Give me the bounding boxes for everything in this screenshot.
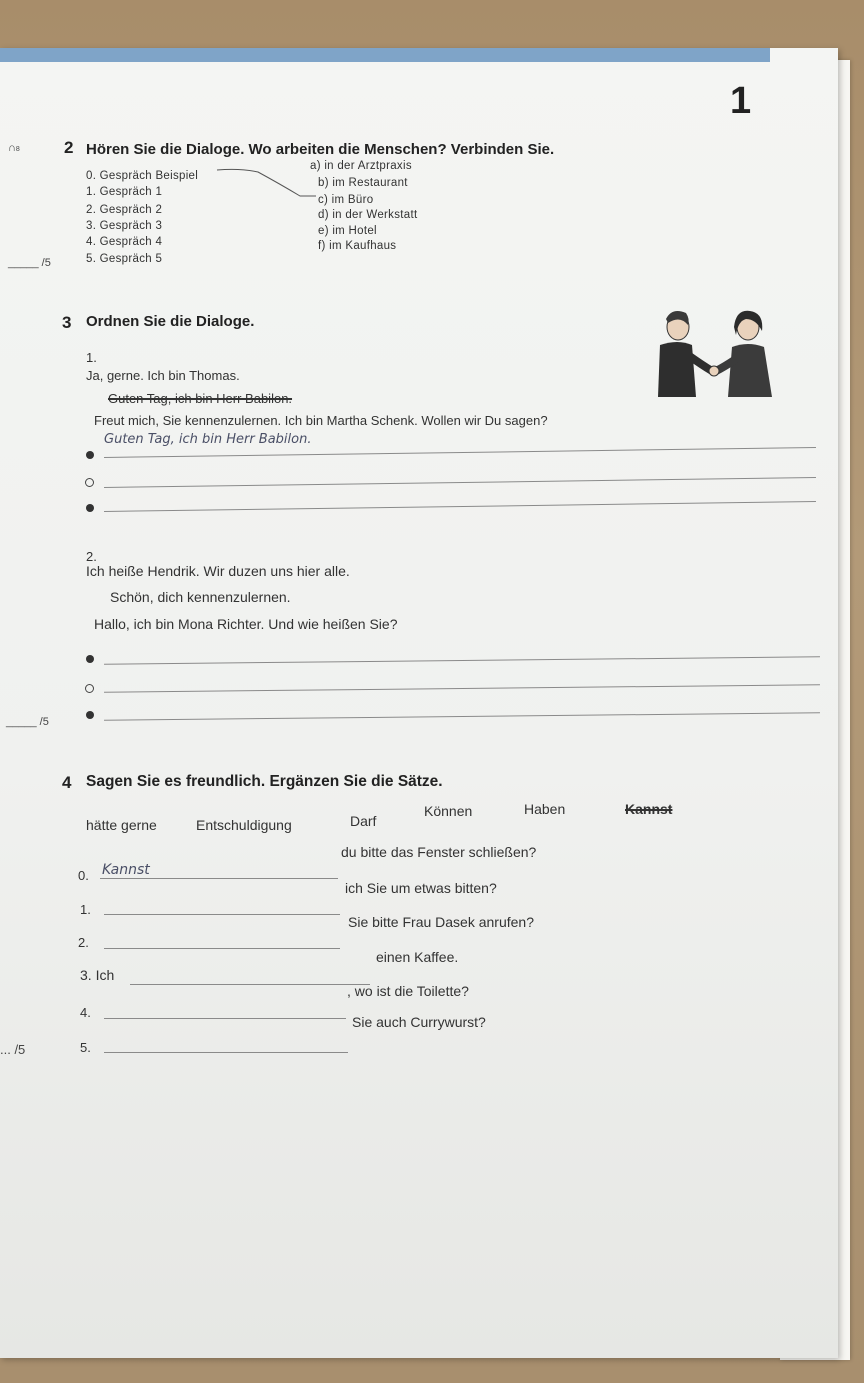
- word-bank-item-koennen: Können: [424, 803, 473, 819]
- ex4-row-1-number: 1.: [80, 902, 91, 917]
- ex2-right-item-e: e) im Hotel: [318, 225, 377, 237]
- exercise-3-title: Ordnen Sie die Dialoge.: [86, 313, 255, 330]
- word-bank-item-darf: Darf: [350, 813, 377, 829]
- word-bank-item-entschuldigung: Entschuldigung: [196, 817, 292, 833]
- ex3-d2-bullet-filled-2: [86, 711, 94, 719]
- ex3-d1-bullet-open: [85, 478, 94, 487]
- handshake-illustration: [650, 305, 785, 405]
- ex2-left-item-0: 0. Gespräch Beispiel: [86, 170, 199, 182]
- word-bank-item-haben: Haben: [524, 801, 566, 817]
- page-number: 1: [730, 80, 752, 122]
- ex3-dialog-1-line-0: Ja, gerne. Ich bin Thomas.: [86, 368, 240, 383]
- ex2-left-item-3: 3. Gespräch 3: [86, 220, 163, 232]
- ex3-dialog-2-line-2: Hallo, ich bin Mona Richter. Und wie heißen Sie?: [94, 616, 398, 632]
- ex2-left-item-2: 2. Gespräch 2: [86, 204, 163, 216]
- ex4-row-1-blank[interactable]: [104, 914, 340, 915]
- ex3-d2-bullet-open: [85, 684, 94, 693]
- ex3-dialog-2-label: 2.: [86, 549, 97, 564]
- ex2-right-item-f: f) im Kaufhaus: [318, 240, 397, 252]
- exercise-2-title: Hören Sie die Dialoge. Wo arbeiten die Menschen? Verbinden Sie.: [86, 141, 555, 158]
- ex2-left-item-1: 1. Gespräch 1: [86, 186, 163, 198]
- audio-track-number: 8: [15, 146, 20, 153]
- ex3-dialog-1-line-2: Freut mich, Sie kennenzulernen. Ich bin Martha Schenk. Wollen wir Du sagen?: [94, 413, 548, 428]
- ex4-row-2-text: Sie bitte Frau Dasek anrufen?: [348, 914, 534, 930]
- headphones-icon: ∩8: [8, 142, 20, 154]
- ex2-right-item-c: c) im Büro: [318, 194, 374, 206]
- exercise-4-title: Sagen Sie es freundlich. Ergänzen Sie die Sätze.: [86, 773, 443, 790]
- exercise-2-number: 2: [64, 138, 74, 157]
- ex3-dialog-2-line-0: Ich heiße Hendrik. Wir duzen uns hier alle.: [86, 563, 350, 579]
- ex3-d1-answer-handwritten[interactable]: Guten Tag, ich bin Herr Babilon.: [104, 432, 312, 447]
- ex4-row-3-number: 3. Ich: [80, 967, 115, 983]
- ex2-right-item-a: a) in der Arztpraxis: [310, 160, 412, 172]
- ex4-row-1-text: ich Sie um etwas bitten?: [345, 880, 497, 896]
- ex4-row-4-text: , wo ist die Toilette?: [347, 983, 469, 999]
- word-bank-item-haette-gerne: hätte gerne: [86, 817, 157, 833]
- ex3-dialog-2-line-1: Schön, dich kennenzulernen.: [110, 589, 291, 605]
- ex4-score: ... /5: [0, 1042, 26, 1057]
- exercise-3-number: 3: [62, 313, 72, 332]
- exercise-4-number: 4: [62, 773, 72, 792]
- ex3-dialog-1-line-1: Guten Tag, ich bin Herr Babilon.: [108, 391, 293, 406]
- ex4-row-5-text: Sie auch Currywurst?: [352, 1014, 486, 1030]
- word-bank-item-kannst: Kannst: [625, 801, 673, 817]
- ex4-row-3-text: einen Kaffee.: [376, 949, 459, 965]
- ex4-row-4-number: 4.: [80, 1005, 91, 1020]
- ex4-row-4-blank[interactable]: [104, 1018, 346, 1019]
- ex4-row-2-blank[interactable]: [104, 948, 340, 949]
- ex4-row-0-blank[interactable]: [100, 878, 338, 879]
- ex4-row-0-answer[interactable]: Kannst: [102, 862, 150, 878]
- ex4-row-5-blank[interactable]: [104, 1052, 348, 1053]
- ex3-score: _____ /5: [6, 716, 49, 728]
- ex4-row-0-number: 0.: [78, 868, 89, 883]
- ex2-left-item-5: 5. Gespräch 5: [86, 253, 163, 265]
- ex2-right-item-d: d) in der Werkstatt: [318, 209, 418, 221]
- ex3-d1-bullet-filled-2: [86, 504, 94, 512]
- ex4-row-3-blank[interactable]: [130, 984, 370, 985]
- ex2-left-item-4: 4. Gespräch 4: [86, 236, 163, 248]
- ex4-row-5-number: 5.: [80, 1040, 91, 1055]
- ex3-d2-bullet-filled-1: [86, 655, 94, 663]
- ex4-row-0-text: du bitte das Fenster schließen?: [341, 844, 537, 860]
- ex3-dialog-1-label: 1.: [86, 350, 97, 365]
- ex4-row-2-number: 2.: [78, 935, 89, 950]
- ex2-right-item-b: b) im Restaurant: [318, 177, 408, 189]
- ex3-d1-bullet-filled-1: [86, 451, 94, 459]
- ex2-score: _____ /5: [8, 257, 51, 269]
